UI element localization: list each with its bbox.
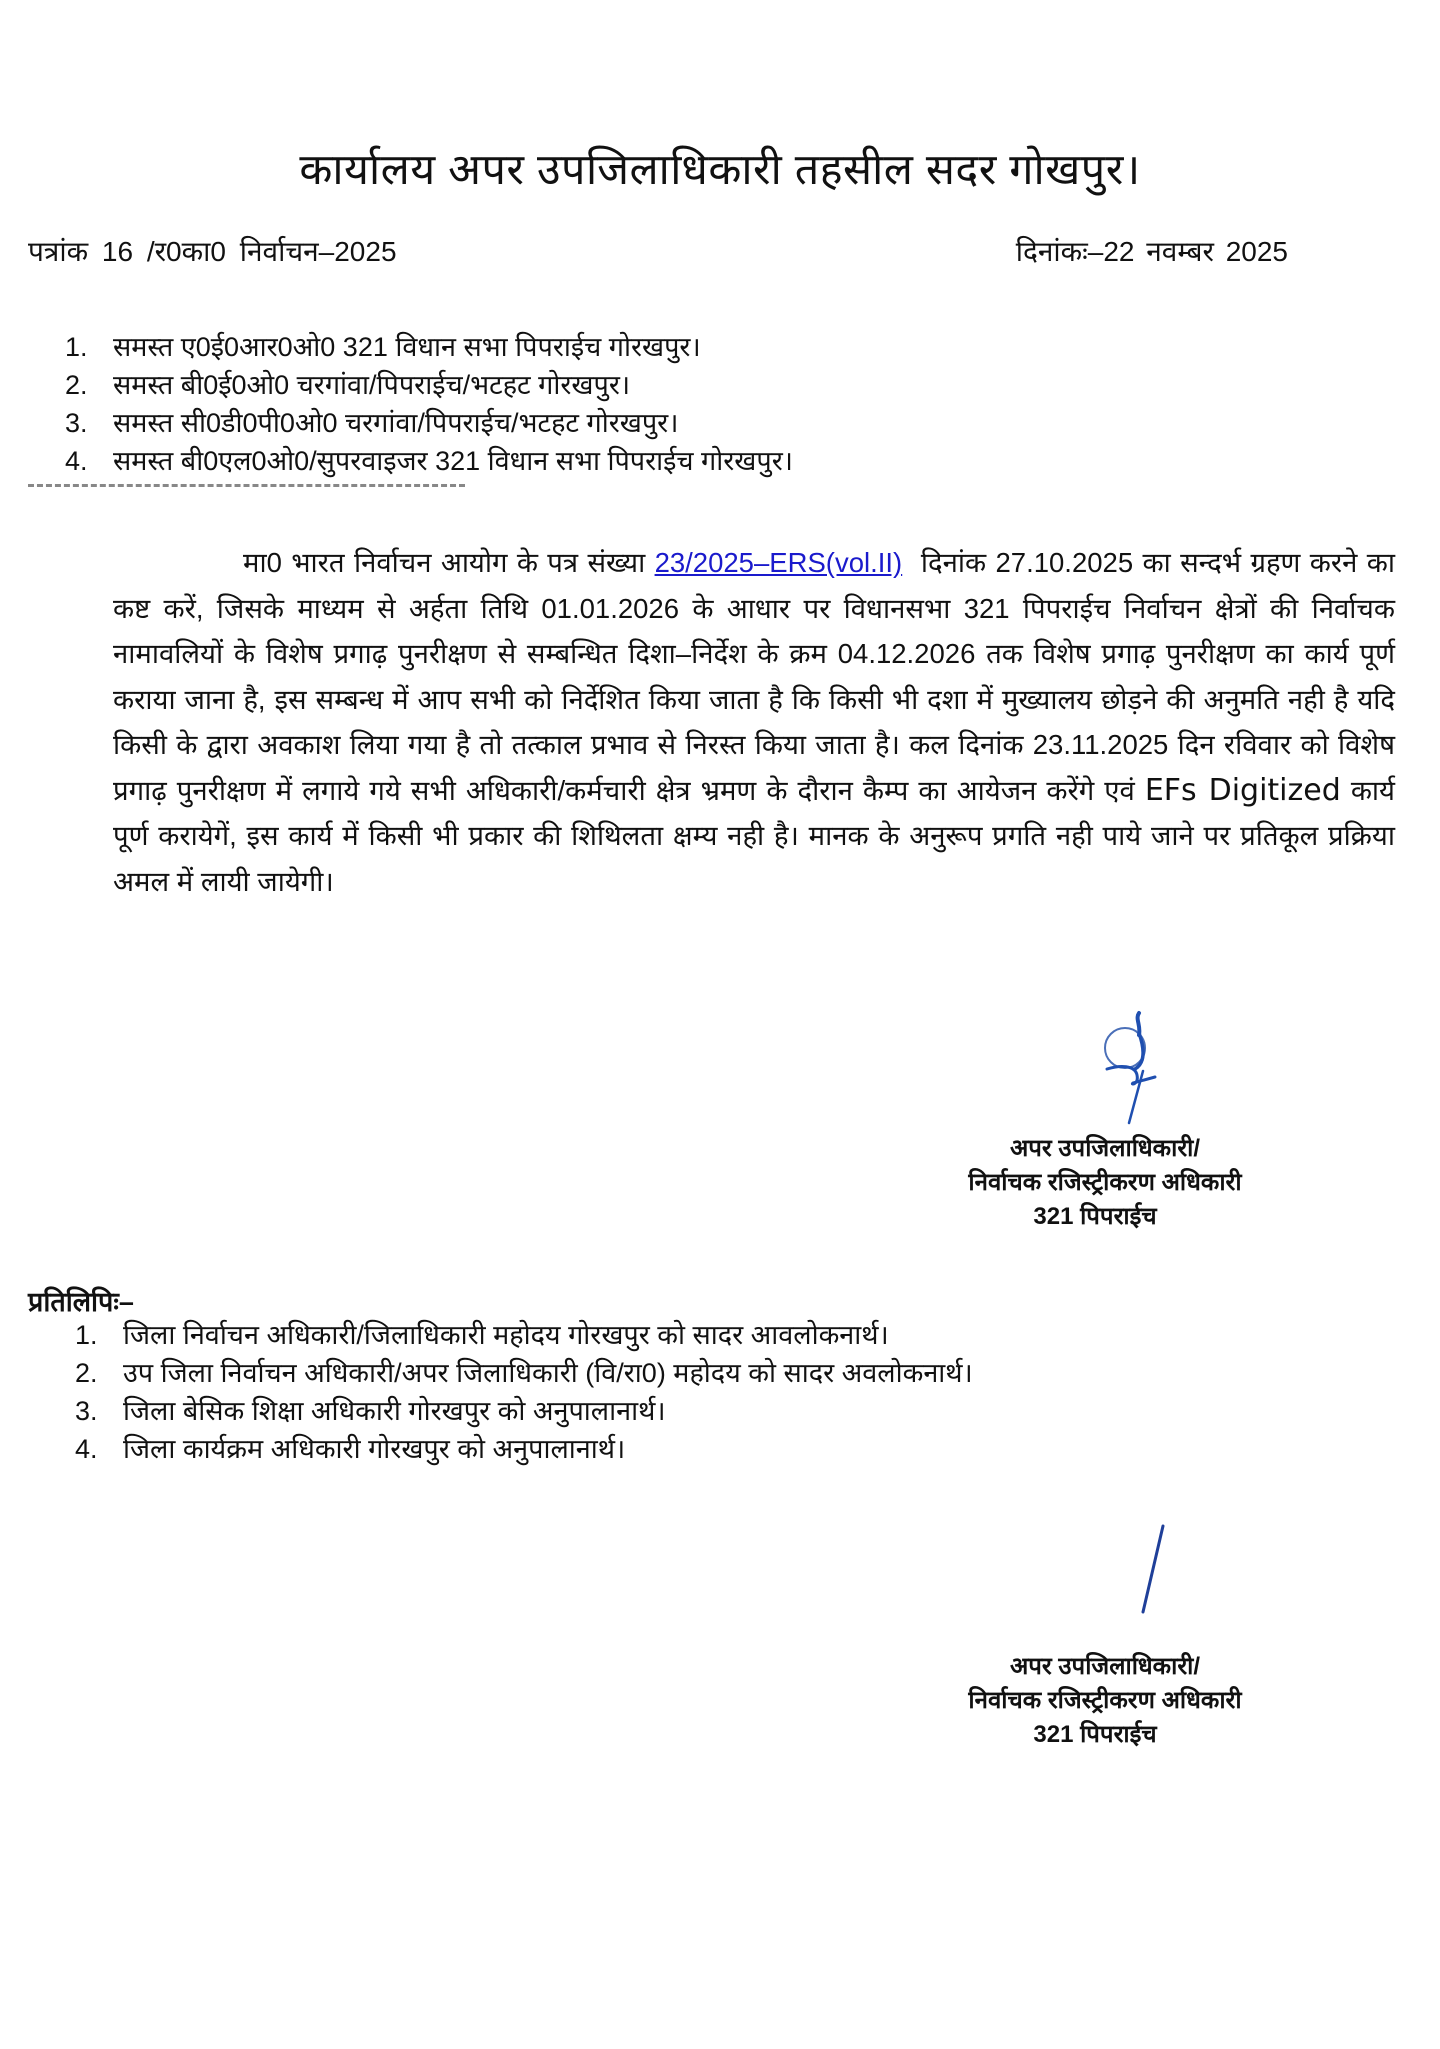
signatory-2-constituency: 321 पिपराईच bbox=[1033, 1721, 1157, 1748]
list-number: 3. bbox=[75, 1396, 98, 1426]
addressee-text: समस्त बी0एल0ओ0/सुपरवाइजर 321 विधान सभा पिपराईच गोरखपुर। bbox=[113, 446, 793, 476]
copy-to-heading: प्रतिलिपिः– bbox=[28, 1287, 134, 1317]
list-number: 2. bbox=[65, 370, 88, 400]
copy-to-item bbox=[75, 1392, 973, 1430]
signatory-2-role: निर्वाचक रजिस्ट्रीकरण अधिकारी bbox=[968, 1687, 1242, 1714]
list-number: 4. bbox=[65, 446, 88, 476]
copy-to-text: जिला बेसिक शिक्षा अधिकारी गोरखपुर को अनुपालानार्थ। bbox=[123, 1396, 666, 1426]
list-number: 4. bbox=[75, 1434, 98, 1464]
body-text-1: मा0 भारत निर्वाचन आयोग के पत्र संख्या bbox=[243, 547, 646, 578]
body-text-2: दिनांक 27.10.2025 का सन्दर्भ ग्रहण करने का कष्ट करें, जिसके माध्यम से अर्हता तिथि 01.01.2026 के आधार पर विधानसभा 321 पिपराईच निर्वाचन क्षेत्रों की निर्वाचक नामावलियों के विशेष प्रगाढ़ पुनरीक्षण से सम्बन्धित दिशा–निर्देश के क्रम 04.12.2026 तक विशेष प्रगाढ़ पुनरीक्षण का कार्य पूर्ण कराया जाना है, इस सम्बन्ध में आप सभी को निर्देशित किया जाता है कि किसी भी दशा में मुख्यालय छोड़ने की अनुमति नही है यदि किसी के द्वारा अवकाश लिया गया है तो तत्काल प्रभाव से निरस्त किया जाता है। कल दिनांक 23.11.2025 दिन रविवार को विशेष प्रगाढ़ पुनरीक्षण में लगाये गये सभी अधिकारी/कर्मचारी क्षेत्र भ्रमण के दौरान कैम्प का आयेजन करेंगे एवं bbox=[113, 547, 1396, 806]
copy-to-text: जिला निर्वाचन अधिकारी/जिलाधिकारी महोदय गोरखपुर को सादर आवलोकनार्थ। bbox=[123, 1320, 889, 1350]
addressee-text: समस्त ए0ई0आर0ओ0 321 विधान सभा पिपराईच गोरखपुर। bbox=[113, 332, 701, 362]
copy-to-list bbox=[75, 1316, 973, 1468]
signatory-2-designation: अपर उपजिलाधिकारी/ bbox=[1009, 1653, 1201, 1680]
separator-line bbox=[28, 484, 465, 487]
list-number: 3. bbox=[65, 408, 88, 438]
list-number: 1. bbox=[75, 1320, 98, 1350]
letter-date: दिनांकः–22 नवम्बर 2025 bbox=[1015, 236, 1288, 267]
signature-2-image bbox=[1135, 1520, 1175, 1620]
efs-digitized-text: EFs Digitized bbox=[1144, 772, 1341, 808]
copy-to-text: उप जिला निर्वाचन अधिकारी/अपर जिलाधिकारी (वि/रा0) महोदय को सादर अवलोकनार्थ। bbox=[123, 1358, 973, 1388]
signatory-1-block bbox=[895, 1132, 1315, 1234]
copy-to-item bbox=[75, 1316, 973, 1354]
signature-1-image bbox=[1095, 1005, 1190, 1130]
office-title: कार्यालय अपर उपजिलाधिकारी तहसील सदर गोखपुर। bbox=[299, 146, 1141, 194]
list-number: 2. bbox=[75, 1358, 98, 1388]
addressee-list bbox=[65, 328, 793, 480]
copy-to-text: जिला कार्यक्रम अधिकारी गोरखपुर को अनुपालानार्थ। bbox=[123, 1434, 626, 1464]
copy-to-item bbox=[75, 1430, 973, 1468]
addressee-item bbox=[65, 404, 793, 442]
signatory-2-block bbox=[895, 1650, 1315, 1752]
list-number: 1. bbox=[65, 332, 88, 362]
signatory-1-constituency: 321 पिपराईच bbox=[1033, 1203, 1157, 1230]
addressee-text: समस्त बी0ई0ओ0 चरगांवा/पिपराईच/भटहट गोरखपुर। bbox=[113, 370, 631, 400]
letter-body bbox=[113, 540, 1395, 904]
addressee-item bbox=[65, 442, 793, 480]
addressee-text: समस्त सी0डी0पी0ओ0 चरगांवा/पिपराईच/भटहट गोरखपुर। bbox=[113, 408, 679, 438]
letter-reference-number: पत्रांक 16 /र0का0 निर्वाचन–2025 bbox=[28, 236, 397, 267]
signatory-1-role: निर्वाचक रजिस्ट्रीकरण अधिकारी bbox=[968, 1169, 1242, 1196]
eci-letter-link[interactable]: 23/2025–ERS(vol.II) bbox=[654, 547, 903, 578]
addressee-item bbox=[65, 366, 793, 404]
body-text-3: कार्य पूर्ण करायेगें, इस कार्य में किसी भी प्रकार की शिथिलता क्षम्य नही है। मानक के अनुरूप प्रगति नही पाये जाने पर प्रतिकूल प्रक्रिया अमल में लायी जायेगी। bbox=[113, 774, 1396, 897]
addressee-item bbox=[65, 328, 793, 366]
copy-to-item bbox=[75, 1354, 973, 1392]
signatory-1-designation: अपर उपजिलाधिकारी/ bbox=[1009, 1135, 1201, 1162]
